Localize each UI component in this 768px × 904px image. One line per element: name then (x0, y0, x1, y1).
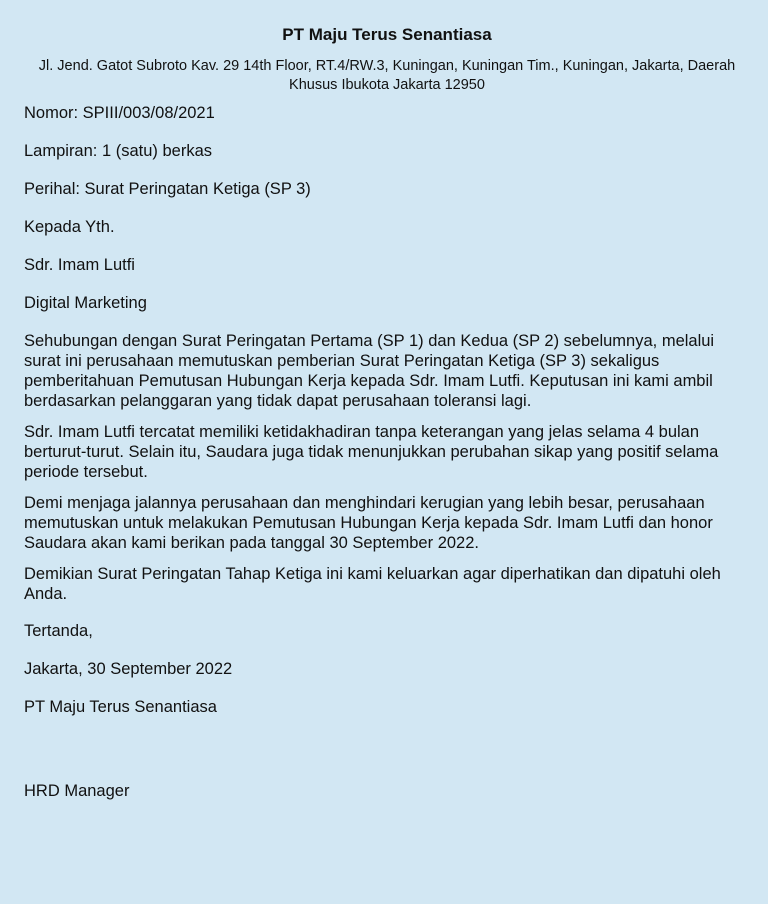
body-paragraph-2: Sdr. Imam Lutfi tercatat memiliki ketidakhadiran tanpa keterangan yang jelas selama 4 bulan berturut-turut. Selain itu, Saudara juga tidak menunjukkan perubahan sikap yang positif selama periode tersebut. (24, 423, 719, 481)
signature-space (24, 735, 750, 781)
closing-place-date: Jakarta, 30 September 2022 (24, 660, 233, 678)
recipient-division: Digital Marketing (24, 294, 147, 312)
body-paragraph-4: Demikian Surat Peringatan Tahap Ketiga ini kami keluarkan agar diperhatikan dan dipatuhi oleh Anda. (24, 565, 721, 603)
letter-number: Nomor: SPIII/003/08/2021 (24, 104, 215, 122)
recipient-name: Sdr. Imam Lutfi (24, 256, 135, 274)
body-paragraph-1: Sehubungan dengan Surat Peringatan Pertama (SP 1) dan Kedua (SP 2) sebelumnya, melalui surat ini perusahaan memutuskan pemberian Surat Peringatan Ketiga (SP 3) sekaligus pemberitahuan Pemutusan Hubungan Kerja kepada Sdr. Imam Lutfi. Keputusan ini kami ambil berdasarkan pelanggaran yang tidak dapat perusahaan toleransi lagi. (24, 332, 715, 410)
signatory-position: HRD Manager (24, 782, 130, 800)
company-address: Jl. Jend. Gatot Subroto Kav. 29 14th Floor, RT.4/RW.3, Kuningan, Kuningan Tim., Kuningan, Jakarta, Daerah Khusus Ibukota Jakarta 12950 (38, 58, 736, 93)
letter-subject: Perihal: Surat Peringatan Ketiga (SP 3) (24, 180, 311, 198)
company-name-heading: PT Maju Terus Senantiasa (282, 25, 492, 44)
closing-company: PT Maju Terus Senantiasa (24, 698, 217, 716)
closing-regards: Tertanda, (24, 622, 93, 640)
letter-attachment: Lampiran: 1 (satu) berkas (24, 142, 213, 160)
body-paragraph-3: Demi menjaga jalannya perusahaan dan menghindari kerugian yang lebih besar, perusahaan memutuskan untuk melakukan Pemutusan Hubungan Kerja kepada Sdr. Imam Lutfi dan honor Saudara akan kami berikan pada tanggal 30 September 2022. (24, 494, 713, 552)
recipient-salutation: Kepada Yth. (24, 218, 115, 236)
